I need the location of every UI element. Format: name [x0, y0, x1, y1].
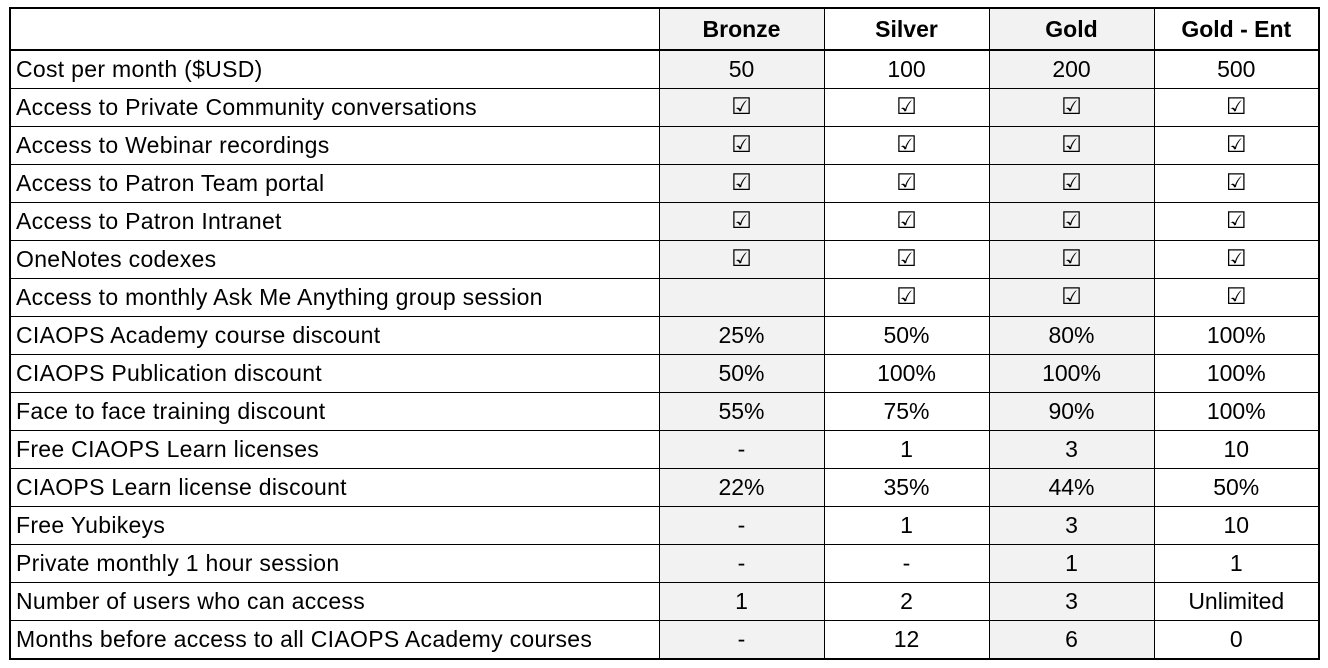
feature-label: Face to face training discount: [10, 393, 659, 431]
value-cell-bronze: -: [659, 545, 824, 583]
value-cell-gold-ent: 100%: [1154, 393, 1319, 431]
checkbox-icon-gold-ent: ☑: [1154, 279, 1319, 317]
table-row: [10, 431, 1319, 469]
value-cell-gold-ent: 100%: [1154, 355, 1319, 393]
feature-label: OneNotes codexes: [10, 241, 659, 279]
value-cell-gold: 6: [989, 621, 1154, 660]
feature-label: Access to Webinar recordings: [10, 127, 659, 165]
column-header-gold: Gold: [989, 8, 1154, 50]
value-cell-gold: 90%: [989, 393, 1154, 431]
value-cell-silver: 35%: [824, 469, 989, 507]
table-row: [10, 507, 1319, 545]
column-header-bronze: Bronze: [659, 8, 824, 50]
value-cell-gold: 3: [989, 431, 1154, 469]
checkbox-icon-silver: ☑: [824, 127, 989, 165]
header-row: [10, 8, 1319, 50]
value-cell-gold: 3: [989, 507, 1154, 545]
value-cell-gold: 44%: [989, 469, 1154, 507]
feature-label: CIAOPS Academy course discount: [10, 317, 659, 355]
feature-label: Access to monthly Ask Me Anything group session: [10, 279, 659, 317]
checkbox-icon-gold-ent: ☑: [1154, 165, 1319, 203]
value-cell-silver: 100%: [824, 355, 989, 393]
checkbox-icon-bronze: ☑: [659, 127, 824, 165]
value-cell-bronze: [659, 279, 824, 317]
table-row: [10, 89, 1319, 127]
value-cell-gold: 3: [989, 583, 1154, 621]
value-cell-gold-ent: Unlimited: [1154, 583, 1319, 621]
value-cell-gold-ent: 10: [1154, 507, 1319, 545]
value-cell-bronze: -: [659, 431, 824, 469]
value-cell-silver: 12: [824, 621, 989, 660]
feature-label: Free CIAOPS Learn licenses: [10, 431, 659, 469]
value-cell-gold: 100%: [989, 355, 1154, 393]
column-header-silver: Silver: [824, 8, 989, 50]
checkbox-icon-gold-ent: ☑: [1154, 89, 1319, 127]
value-cell-gold: 1: [989, 545, 1154, 583]
value-cell-silver: 75%: [824, 393, 989, 431]
feature-label: Months before access to all CIAOPS Academy courses: [10, 621, 659, 660]
table-row: [10, 393, 1319, 431]
value-cell-bronze: 25%: [659, 317, 824, 355]
value-cell-silver: 1: [824, 507, 989, 545]
feature-label: Free Yubikeys: [10, 507, 659, 545]
feature-label: Private monthly 1 hour session: [10, 545, 659, 583]
checkbox-icon-silver: ☑: [824, 241, 989, 279]
feature-label: Access to Patron Intranet: [10, 203, 659, 241]
value-cell-silver: 1: [824, 431, 989, 469]
value-cell-bronze: -: [659, 621, 824, 660]
value-cell-silver: -: [824, 545, 989, 583]
table-row: [10, 317, 1319, 355]
table-row: [10, 621, 1319, 660]
table-row: [10, 545, 1319, 583]
checkbox-icon-gold: ☑: [989, 241, 1154, 279]
value-cell-gold-ent: 100%: [1154, 317, 1319, 355]
value-cell-gold: 200: [989, 50, 1154, 89]
checkbox-icon-silver: ☑: [824, 279, 989, 317]
checkbox-icon-gold-ent: ☑: [1154, 203, 1319, 241]
checkbox-icon-gold-ent: ☑: [1154, 127, 1319, 165]
checkbox-icon-bronze: ☑: [659, 89, 824, 127]
table-row: [10, 165, 1319, 203]
table-body: [10, 50, 1319, 659]
checkbox-icon-gold-ent: ☑: [1154, 241, 1319, 279]
checkbox-icon-gold: ☑: [989, 279, 1154, 317]
value-cell-bronze: 50%: [659, 355, 824, 393]
checkbox-icon-silver: ☑: [824, 203, 989, 241]
header-corner-cell: [10, 8, 659, 50]
checkbox-icon-bronze: ☑: [659, 203, 824, 241]
checkbox-icon-gold: ☑: [989, 165, 1154, 203]
checkbox-icon-gold: ☑: [989, 89, 1154, 127]
checkbox-icon-gold: ☑: [989, 127, 1154, 165]
value-cell-silver: 100: [824, 50, 989, 89]
feature-label: Access to Patron Team portal: [10, 165, 659, 203]
checkbox-icon-silver: ☑: [824, 165, 989, 203]
checkbox-icon-silver: ☑: [824, 89, 989, 127]
table-row: [10, 203, 1319, 241]
value-cell-gold-ent: 0: [1154, 621, 1319, 660]
value-cell-bronze: 50: [659, 50, 824, 89]
table-row: [10, 127, 1319, 165]
table-row: [10, 279, 1319, 317]
value-cell-gold-ent: 500: [1154, 50, 1319, 89]
value-cell-gold-ent: 10: [1154, 431, 1319, 469]
feature-label: Access to Private Community conversations: [10, 89, 659, 127]
checkbox-icon-bronze: ☑: [659, 165, 824, 203]
table-row: [10, 469, 1319, 507]
table-row: [10, 50, 1319, 89]
value-cell-silver: 2: [824, 583, 989, 621]
table-row: [10, 355, 1319, 393]
value-cell-gold-ent: 50%: [1154, 469, 1319, 507]
value-cell-bronze: 22%: [659, 469, 824, 507]
value-cell-silver: 50%: [824, 317, 989, 355]
table-row: [10, 241, 1319, 279]
value-cell-bronze: -: [659, 507, 824, 545]
feature-label: CIAOPS Publication discount: [10, 355, 659, 393]
checkbox-icon-gold: ☑: [989, 203, 1154, 241]
value-cell-bronze: 1: [659, 583, 824, 621]
value-cell-gold: 80%: [989, 317, 1154, 355]
table-row: [10, 583, 1319, 621]
feature-label: CIAOPS Learn license discount: [10, 469, 659, 507]
value-cell-gold-ent: 1: [1154, 545, 1319, 583]
feature-label: Cost per month ($USD): [10, 50, 659, 89]
checkbox-icon-bronze: ☑: [659, 241, 824, 279]
pricing-comparison-table: [9, 7, 1320, 660]
column-header-gold-ent: Gold - Ent: [1154, 8, 1319, 50]
feature-label: Number of users who can access: [10, 583, 659, 621]
value-cell-bronze: 55%: [659, 393, 824, 431]
